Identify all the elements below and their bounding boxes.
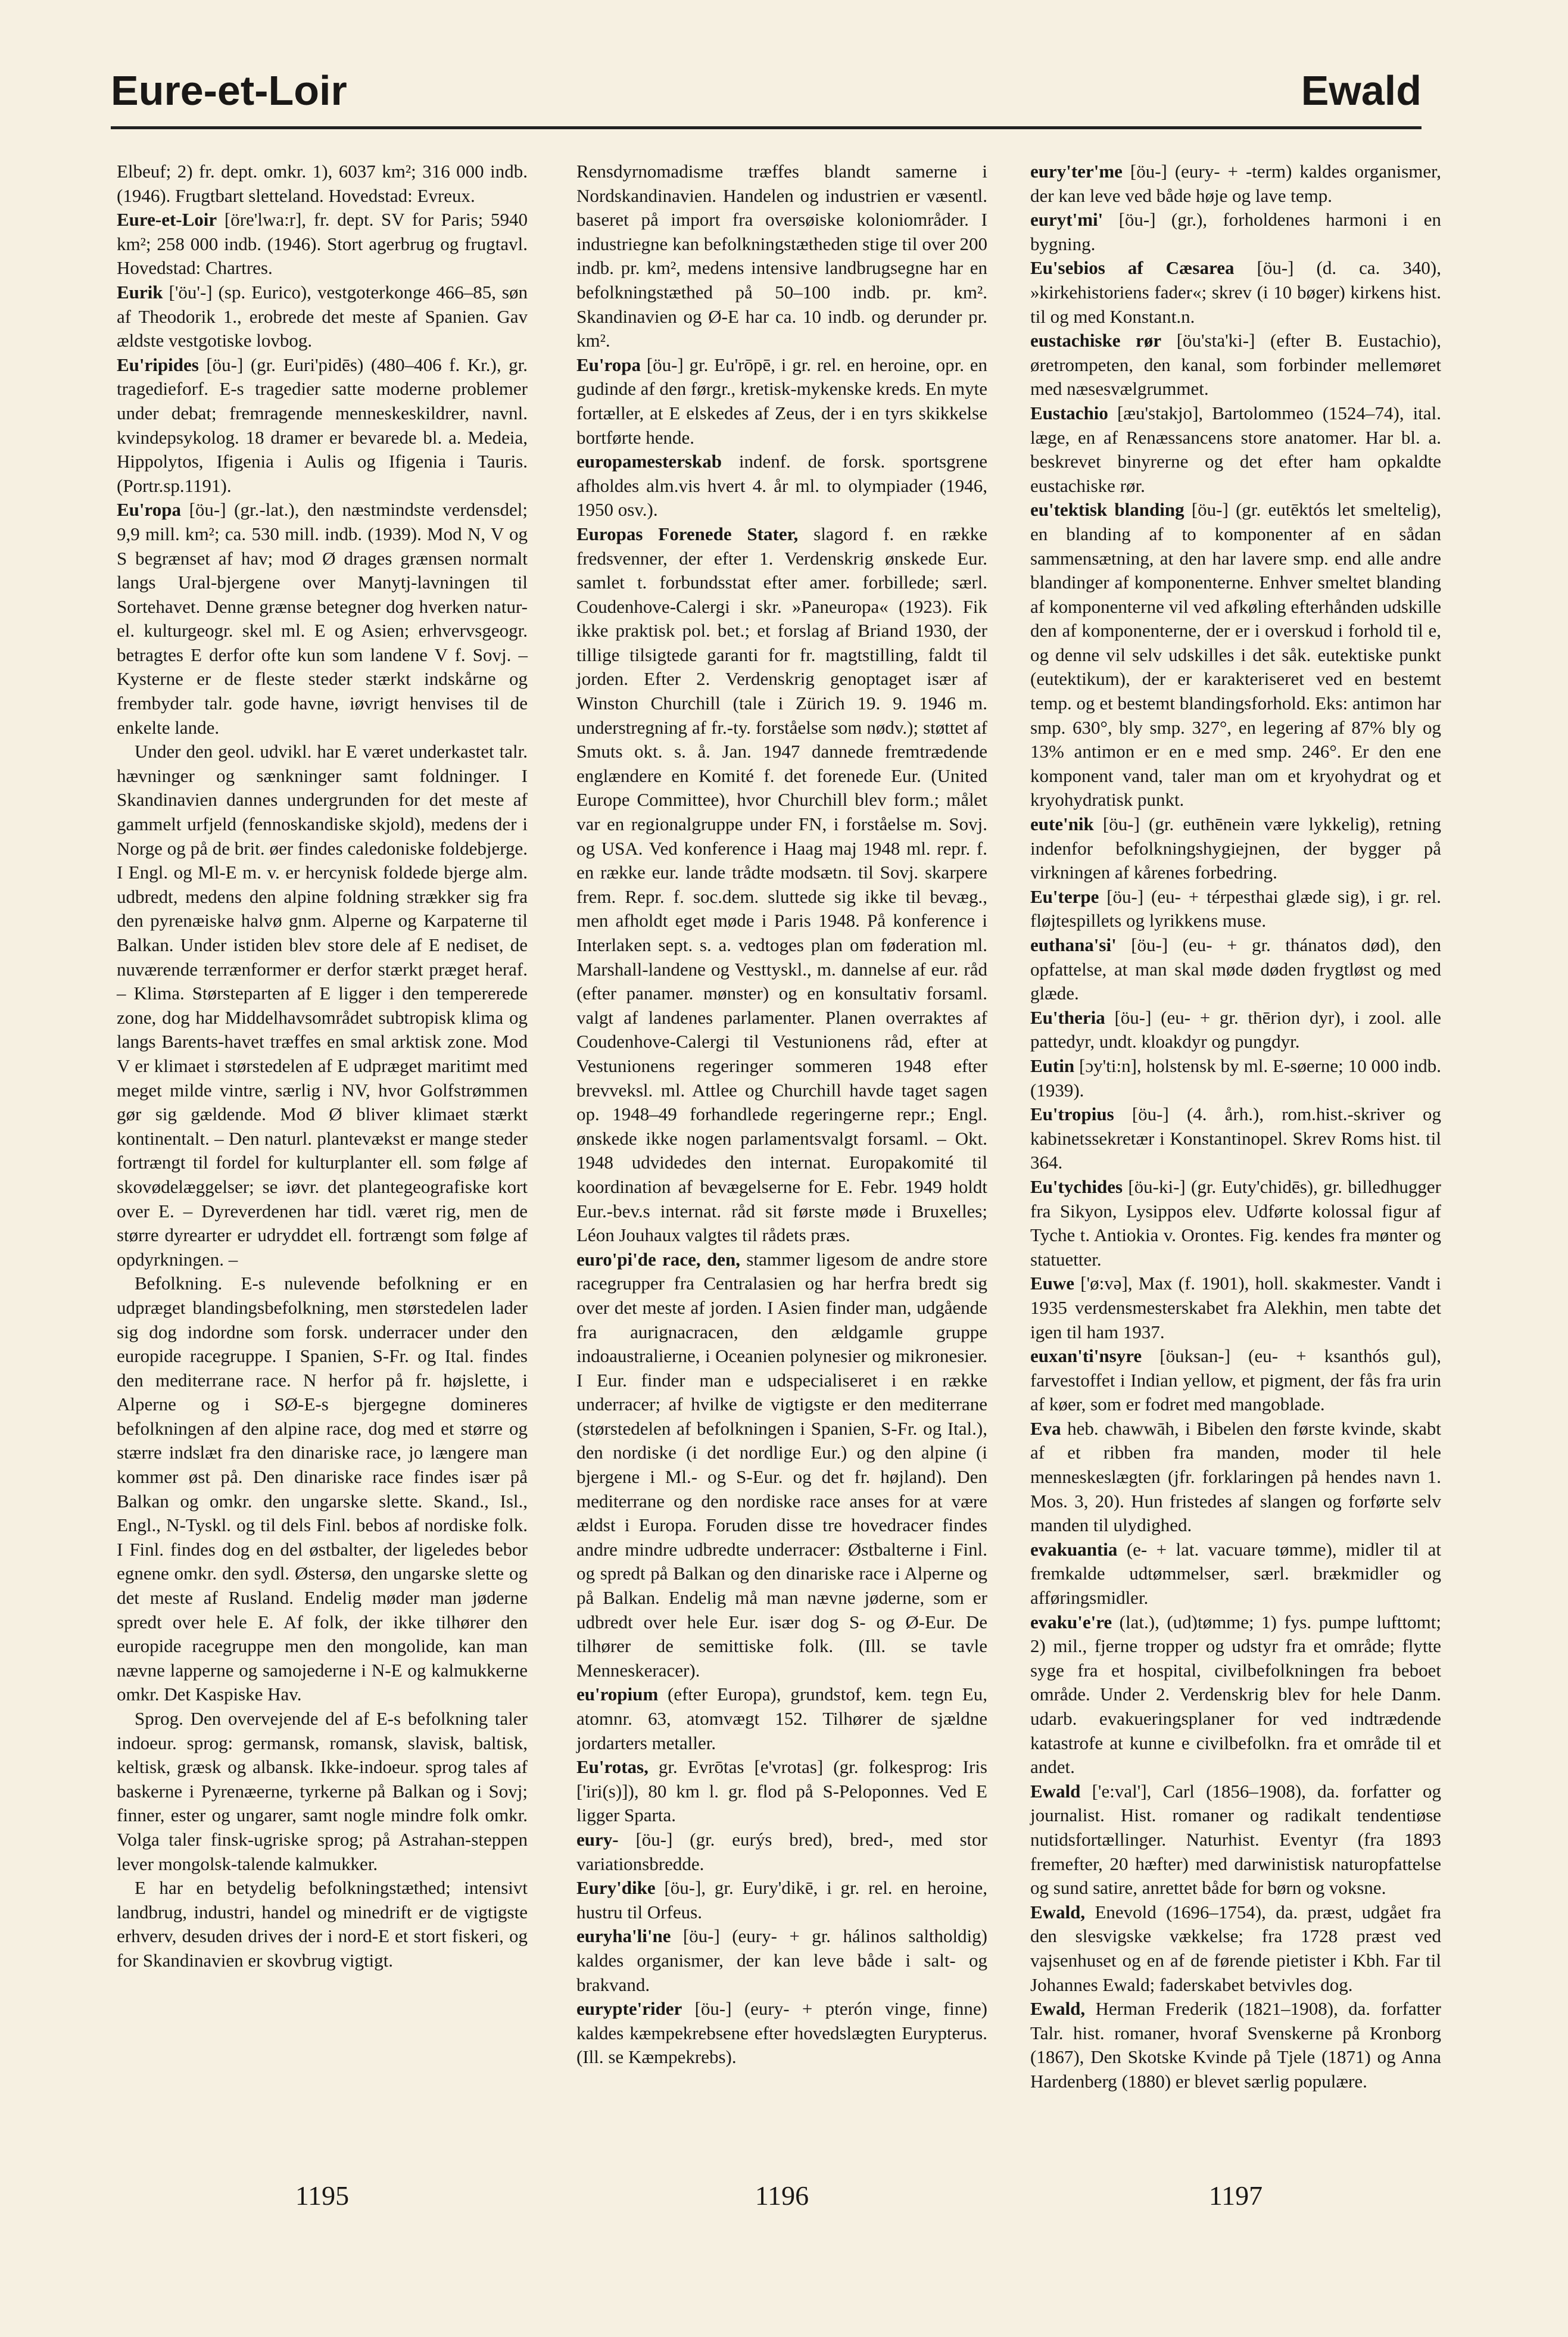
- entry-text: [öu-] (eury- + -term) kaldes organismer, der kan leve ved både høje og lave temp.: [1030, 161, 1441, 206]
- entry-headword: Europas Forenede Stater,: [576, 523, 799, 544]
- page-number-left: 1195: [295, 2180, 350, 2211]
- dictionary-entry: [117, 353, 528, 498]
- dictionary-entry: [1030, 208, 1441, 256]
- entry-headword: Eu'tropius: [1030, 1104, 1114, 1125]
- dictionary-entry: [576, 1248, 987, 1683]
- entry-headword: evaku'e're: [1030, 1611, 1112, 1632]
- entry-headword: euxan'ti'nsyre: [1030, 1345, 1142, 1367]
- entry-headword: euryha'li'ne: [576, 1925, 671, 1947]
- dictionary-entry: [1030, 498, 1441, 812]
- dictionary-entry: [1030, 160, 1441, 208]
- entry-text: [öu-] (gr. Euri'pidēs) (480–406 f. Kr.), gr. tragedieforf. E-s tragedier satte moderne problemer under debat; fremragende menneskeskildrer, navnl. kvindepsykolog. 18 dramer er bevarede bl. a. Medeia, Hippolytos, Ifigenia i Aulis og Ifigenia i Tauris. (Portr.sp.1191).: [117, 354, 528, 496]
- entry-text: [öu-] (eury- + pterón vinge, finne) kaldes kæmpekrebsene efter hovedslægten Eurypterus. (Ill. se Kæmpekrebs).: [576, 1998, 987, 2068]
- entry-text: [öu-] gr. Eu'rōpē, i gr. rel. en heroine, opr. en gudinde af den førgr., kretisk-mykenske kreds. En myte fortæller, at E elskedes af Zeus, der i en tyrs skikkelse bortførte hende.: [576, 354, 987, 448]
- dictionary-entry: [576, 1876, 987, 1924]
- dictionary-entry: [576, 522, 987, 1248]
- dictionary-entry: [1030, 1997, 1441, 2093]
- entry-headword: Eury'dike: [576, 1877, 656, 1899]
- entry-text: [öu-] (gr.), forholdenes harmoni i en bygning.: [1030, 209, 1441, 254]
- dictionary-entry: [576, 353, 987, 450]
- entry-text: (e- + lat. vacuare tømme), midler til at fremkalde udtømmelser, særl. brækmidler og afføringsmidler.: [1030, 1538, 1441, 1609]
- entry-text: stammer ligesom de andre store racegrupper fra Centralasien og har herfra bredt sig over det meste af jorden. I Asien finder man, udgående fra aurignacracen, den ældgamle gruppe indoaustralierne, i Oceanien polynesier og mikronesier. I Eur. finder man e udspecialiseret i en række underracer; af hvilke de vigtigste er den mediterrane (størstedelen af befolkningen i Spanien, S-Fr. og Ital.), den nordiske (i det nordlige Eur.) og den alpine (i bjergene i Ml.- og S-Eur. og det fr. højland). Den mediterrane og den nordiske race anses for at være ældst i Europa. Foruden disse tre hovedracer findes andre mindre udbredte underracer: Østbalterne i Finl. og spredt på Balkan og den dinariske race i Alperne og på Balkan. Endelig må man nævne jøderne, som er udbredt over hele Eur. især dog S- og Ø-Eur. De tilhører de semittiske folk. (Ill. se tavle Menneskeracer).: [576, 1248, 987, 1681]
- dictionary-entry: [117, 1272, 528, 1707]
- entry-text: gr. Evrōtas [e'vrotas] (gr. folkesprog: Iris ['iri(s)]), 80 km l. gr. flod på S-Peloponnes. Ved E ligger Sparta.: [576, 1756, 987, 1826]
- entry-headword: Euwe: [1030, 1273, 1075, 1294]
- dictionary-entry: [117, 1707, 528, 1876]
- dictionary-entry: [117, 208, 528, 281]
- dictionary-entry: [576, 1997, 987, 2070]
- entry-headword: eu'ropium: [576, 1684, 659, 1705]
- entry-text: [öu'sta'ki-] (efter B. Eustachio), øretrompeten, den kanal, som forbinder mellemøret med næsesvælgrummet.: [1030, 330, 1441, 400]
- entry-text: Elbeuf; 2) fr. dept. omkr. 1), 6037 km²; 316 000 indb. (1946). Frugtbart sletteland. Hovedstad: Evreux.: [117, 161, 528, 206]
- entry-headword: Eu'ropa: [117, 499, 181, 521]
- entry-text: (lat.), (ud)tømme; 1) fys. pumpe lufttomt; 2) mil., fjerne tropper og udstyr fra et område; flytte syge fra et hospital, civilbefolkningen fra beboet område. Under 2. Verdenskrig blev for hele Danm. udarb. evakueringsplaner for ved indtrædende katastrofe at kunne e civilbefolkn. fra et område til et andet.: [1030, 1611, 1441, 1778]
- entry-text: [öu-] (eu- + gr. thánatos død), den opfattelse, at man skal møde døden frygtløst og med glæde.: [1030, 934, 1441, 1004]
- column-3: [1030, 160, 1441, 2094]
- entry-text: Befolkning. E-s nulevende befolkning er en udpræget blandingsbefolkning, men størstedelen lader sig dog indordne som forsk. underracer under den europide racegruppe. I Spanien, S-Fr. og Ital. findes den mediterrane race. N herfor på fr. højslette, i Alperne og i SØ-E-s bjergegne domineres befolkningen af den alpine race, dog med et større og stærre indslæt fra den dinariske race, jo længere man kommer øst på. Den dinariske race findes især på Balkan og omkr. den ungarske slette. Skand., Isl., Engl., N-Tyskl. og til dels Finl. bebos af nordiske folk. I Finl. findes dog en del østbalter, der ligeledes bebor egnene omkr. den sydl. Østersø, den ungarske slette og det meste af Rusland. Endelig møder man jøderne spredt over hele E. Af folk, der ikke tilhører den europide racegruppe men den mongolide, kan man nævne lapperne og samojederne i N-E og kalmukkerne omkr. Det Kaspiske Hav.: [117, 1273, 528, 1705]
- page-number-right: 1197: [1208, 2180, 1263, 2211]
- entry-headword: Eu'ripides: [117, 354, 199, 375]
- running-head-left: Eure-et-Loir: [111, 67, 347, 114]
- entry-headword: Ewald,: [1030, 1998, 1086, 2020]
- dictionary-entry: [1030, 933, 1441, 1006]
- dictionary-entry: [1030, 812, 1441, 885]
- dictionary-entry: [1030, 1610, 1441, 1780]
- entry-headword: Eurik: [117, 281, 163, 303]
- dictionary-entry: [117, 740, 528, 1272]
- entry-text: Under den geol. udvikl. har E været underkastet talr. hævninger og sænkninger samt foldninger. I Skandinavien dannes undergrunden for det meste af gammelt urfjeld (fennoskandiske skjold), medens der i Norge og på de brit. øer findes caledoniske foldebjerge. I Engl. og Ml-E m. v. er hercynisk foldede bjerge alm. udbredt, medens den alpine foldning strækker sig fra den pyrenæiske halvø gnm. Alperne og Karpaterne til Balkan. Under istiden blev store dele af E nediset, de nuværende terrænformer er derfor stærkt præget heraf. – Klima. Størsteparten af E ligger i den tempererede zone, dog har Middelhavsområdet subtropisk klima og langs Barents-havet træffes en smal arktisk zone. Mod V er klimaet i størstedelen af E udpræget maritimt med meget milde vintre, særlig i NV, hvor Golfstrømmen gør sig gældende. Mod Ø bliver klimaet stærkt kontinentalt. – Den naturl. plantevækst er mange steder fortrængt til fordel for kulturplanter ell. som følge af skovødelæggelser; se iøvr. det plantegeografiske kort over E. – Dyreverdenen har tidl. været rig, men de større dyrearter er udryddet ell. fortrængt som følge af opdyrkningen. –: [117, 741, 528, 1270]
- page-number-middle: 1196: [755, 2180, 809, 2211]
- entry-text: Sprog. Den overvejende del af E-s befolkning taler indoeur. sprog: germansk, romansk, slavisk, baltisk, keltisk, græsk og albansk. Ikke-indoeur. sprog tales af baskerne i Pyrenæerne, tyrkerne på Balkan og i Sovj; finner, ester og ungarer, samt nogle mindre folk omkr. Volga taler finsk-ugriske sprog; på Astrahan-steppen lever mongolsk-talende kalmukker.: [117, 1708, 528, 1874]
- entry-text: ['öu'-] (sp. Eurico), vestgoterkonge 466–85, søn af Theodorik 1., erobrede det meste af Spanien. Gav ældste vestgotiske lovbog.: [117, 281, 528, 351]
- entry-headword: eury'ter'me: [1030, 161, 1123, 182]
- entry-text: [ɔy'ti:n], holstensk by ml. E-søerne; 10 000 indb. (1939).: [1030, 1055, 1441, 1101]
- entry-text: [öu-] (gr. eutēktós let smeltelig), en blanding af to komponenter af en sådan sammensætning, at den har lavere smp. end alle andre blandinger af komponenterne. Enhver smeltet blanding af komponenterne vil ved afkøling efterhånden udskille den af komponenterne, der er i overskud i forhold til e, og denne vil selv udskilles i det såk. eutektiske punkt (eutektikum), der er karakteriseret ved en bestemt temp. og et bestemt blandingsforhold. Eks: antimon har smp. 630°, bly smp. 327°, en legering af 87% bly og 13% antimon er en e med smp. 246°. Er den ene komponent vand, taler man om et kryohydrat og et kryohydratisk punkt.: [1030, 499, 1441, 811]
- dictionary-entry: [1030, 1006, 1441, 1054]
- entry-headword: eustachiske rør: [1030, 330, 1162, 351]
- entry-headword: Eu'tychides: [1030, 1176, 1123, 1197]
- entry-text: [öu-] (d. ca. 340), »kirkehistoriens fader«; skrev (i 10 bøger) kirkens hist. til og med Konstant.n.: [1030, 257, 1441, 327]
- entry-headword: Eutin: [1030, 1055, 1075, 1076]
- entry-text: [öu-] (gr.-lat.), den næstmindste verdensdel; 9,9 mill. km²; ca. 530 mill. indb. (1939). Mod N, V og S begrænset af hav; mod Ø drages grænsen normalt langs Ural-bjergene over Manytj-lavningen til Sortehavet. Denne grænse betegner dog hverken natur- el. kulturgeogr. skel ml. E og Asien; erhvervsgeogr. betragtes E derfor ofte kun som landene V f. Sovj. – Kysterne er de fleste steder stærkt indskårne og frembyder talr. gode havne, iøvrigt henvises til de enkelte lande.: [117, 499, 528, 738]
- entry-text: [öre'lwa:r], fr. dept. SV for Paris; 5940 km²; 258 000 indb. (1946). Stort agerbrug og frugtavl. Hovedstad: Chartres.: [117, 209, 528, 279]
- running-head-right: Ewald: [1301, 67, 1422, 114]
- entry-text: [öu-ki-] (gr. Euty'chidēs), gr. billedhugger fra Sikyon, Lysippos elev. Udførte kolossal figur af Tyche t. Antiokia v. Orontes. Fig. kendes fra mønter og statuetter.: [1030, 1176, 1441, 1270]
- entry-text: [öuksan-] (eu- + ksanthós gul), farvestoffet i Indian yellow, et pigment, der fås fra urin af køer, som er fodret med mangoblade.: [1030, 1345, 1441, 1415]
- entry-headword: euryt'mi': [1030, 209, 1103, 230]
- dictionary-entry: [1030, 1900, 1441, 1997]
- entry-text: indenf. de forsk. sportsgrene afholdes alm.vis hvert 4. år ml. to olympiader (1946, 1950 osv.).: [576, 451, 987, 521]
- dictionary-entry: [117, 1876, 528, 1973]
- entry-headword: euthana'si': [1030, 934, 1117, 955]
- entry-text: ['e:val'], Carl (1856–1908), da. forfatter og journalist. Hist. romaner og radikalt tendentiøse nutidsfortællinger. Naturhist. Eventyr (fra 1893 fremefter, 20 hæfter) med darwinistisk naturopfattelse og sund satire, anrettet både for børn og voksne.: [1030, 1780, 1441, 1899]
- entry-headword: Ewald,: [1030, 1901, 1086, 1922]
- entry-headword: eurypte'rider: [576, 1998, 682, 2020]
- dictionary-entry: [1030, 1780, 1441, 1900]
- dictionary-entry: [576, 1828, 987, 1876]
- entry-text: Rensdyrnomadisme træffes blandt samerne i Nordskandinavien. Handelen og industrien er væsentl. baseret på import fra oversøiske koloniområder. I industriegne kan befolkningstætheden stige til over 200 indb. pr. km², medens intensive landbrugsegne har en befolkningstæthed på 50–100 indb. pr. km². Skandinavien og Ø-E har ca. 10 indb. og derunder pr. km².: [576, 161, 987, 351]
- dictionary-entry: [1030, 329, 1441, 401]
- entry-text: slagord f. en række fredsvenner, der efter 1. Verdenskrig ønskede Eur. samlet t. forbundsstat efter amer. forbillede; særl. Coudenhove-Calergi i skr. »Paneuropa« (1923). Fik ikke praktisk pol. bet.; et forslag af Briand 1930, der tillige tilsigtede garanti for fr. magtstilling, faldt til jorden. Efter 2. Verdenskrig genoptaget især af Winston Churchill (tale i Zürich 19. 9. 1946 m. understregning af fr.-ty. forståelse som nødv.); støttet af Smuts okt. s. å. Jan. 1947 dannede fremtrædende englændere en Komité f. det forenede Eur. (United Europe Committee), hvor Churchill blev form.; målet var en regionalgruppe under FN, i forståelse m. Sovj. og USA. Ved konference i Haag maj 1948 ml. repr. f. en række eur. lande trådte modsætn. til Sovj. skarpere frem. Repr. f. soc.dem. sluttede sig ikke til bevæg., men afholdt eget møde i Paris 1948. På konference i Interlaken sept. s. a. vedtoges plan om føderation ml. Marshall-landene og Vesttyskl., m. dannelse af eur. råd (efter panamer. mønster) og en konsultativ forsaml. valgt af landenes parlamenter. Planen overraktes af Coudenhove-Calergi til Vestunionens råd, efter at Vestunionens regeringer sommeren 1948 efter brevveksl. ml. Attlee og Churchill havde taget sagen op. 1948–49 forhandlede regeringerne repr.; Engl. ønskede ikke nogen parlamentsvalgt forsaml. – Okt. 1948 udvidedes den internat. Europakomité til koordination af bevægelserne for E. Febr. 1949 holdt Eur.-bev.s internat. råd sit første møde i Bruxelles; Léon Jouhaux valgtes til rådets præs.: [576, 523, 987, 1246]
- dictionary-entry: [1030, 401, 1441, 498]
- dictionary-entry: [1030, 1417, 1441, 1538]
- dictionary-entry: [1030, 256, 1441, 329]
- dictionary-entry: [576, 160, 987, 353]
- entry-text: [öu-] (gr. eurýs bred), bred-, med stor variationsbredde.: [576, 1828, 987, 1874]
- entry-text: [öu-] (eu- + térpesthai glæde sig), i gr. rel. fløjtespillets og lyrikkens muse.: [1030, 886, 1441, 931]
- dictionary-entry: [576, 1924, 987, 1997]
- column-1: [117, 160, 528, 1973]
- dictionary-entry: [1030, 1272, 1441, 1344]
- entry-text: Herman Frederik (1821–1908), da. forfatter Talr. hist. romaner, hvoraf Svenskerne på Kronborg (1867), Den Skotske Kvinde på Tjele (1871) og Anna Hardenberg (1880) er blevet særlig populære.: [1030, 1998, 1441, 2092]
- dictionary-entry: [576, 450, 987, 522]
- entry-text: ['ø:və], Max (f. 1901), holl. skakmester. Vandt i 1935 verdensmesterskabet fra Alekhin, men tabte det igen til ham 1937.: [1030, 1273, 1441, 1342]
- entry-headword: Eu'theria: [1030, 1007, 1105, 1028]
- entry-text: [æu'stakjo], Bartolommeo (1524–74), ital. læge, en af Renæssancens store anatomer. Har bl. a. beskrevet binyrerne og det efter ham opkaldte eustachiske rør.: [1030, 402, 1441, 496]
- entry-headword: Eu'terpe: [1030, 886, 1099, 907]
- entry-headword: eute'nik: [1030, 814, 1094, 835]
- entry-text: [öu-] (eu- + gr. thērion dyr), i zool. alle pattedyr, undt. kloakdyr og pungdyr.: [1030, 1007, 1441, 1052]
- entry-text: (efter Europa), grundstof, kem. tegn Eu, atomnr. 63, atomvægt 152. Tilhører de sjældne jordarters metaller.: [576, 1684, 987, 1753]
- entry-headword: eu'tektisk blanding: [1030, 499, 1184, 521]
- entry-text: E har en betydelig befolkningstæthed; intensivt landbrug, industri, handel og minedrift er de vigtigste erhverv, desuden drives der i nord-E et stort fiskeri, og for Skandinavien er skovbrug vigtigt.: [117, 1877, 528, 1971]
- dictionary-entry: [1030, 1175, 1441, 1272]
- dictionary-entry: [1030, 1054, 1441, 1102]
- entry-headword: euro'pi'de race, den,: [576, 1248, 740, 1270]
- entry-headword: Eu'sebios af Cæsarea: [1030, 257, 1235, 279]
- dictionary-entry: [117, 281, 528, 353]
- dictionary-entry: [576, 1682, 987, 1755]
- entry-headword: Ewald: [1030, 1780, 1081, 1802]
- entry-text: Enevold (1696–1754), da. præst, udgået fra den slesvigske vækkelse; fra 1728 præst ved vajsenhuset og en af de førende pietister i Kbh. Far til Johannes Ewald; faderskabet betvivles dog.: [1030, 1901, 1441, 1995]
- entry-headword: evakuantia: [1030, 1538, 1118, 1560]
- entry-text: heb. chawwāh, i Bibelen den første kvinde, skabt af et ribben fra manden, moder til hele menneskeslægten (jfr. forklaringen på hendes navn 1. Mos. 3, 20). Hun fristedes af slangen og forførte selv manden til ulydighed.: [1030, 1417, 1441, 1536]
- entry-headword: Eva: [1030, 1417, 1061, 1439]
- entry-headword: Eustachio: [1030, 402, 1108, 423]
- entry-headword: europamesterskab: [576, 451, 722, 472]
- dictionary-entry: [1030, 1344, 1441, 1417]
- header-rule: [111, 126, 1422, 129]
- column-2: [576, 160, 987, 2070]
- entry-headword: Eure-et-Loir: [117, 209, 217, 230]
- dictionary-entry: [117, 160, 528, 208]
- entry-text: [öu-] (4. årh.), rom.hist.-skriver og kabinetssekretær i Konstantinopel. Skrev Roms hist. til 364.: [1030, 1104, 1441, 1173]
- entry-headword: Eu'rotas,: [576, 1756, 649, 1778]
- dictionary-entry: [1030, 1538, 1441, 1610]
- dictionary-entry: [576, 1755, 987, 1828]
- dictionary-entry: [1030, 885, 1441, 933]
- entry-text: [öu-] (gr. euthēnein være lykkelig), retning indenfor befolkningshygiejnen, der bygger på virkningen af kårenes forbedring.: [1030, 814, 1441, 883]
- entry-headword: Eu'ropa: [576, 354, 641, 375]
- entry-text: [öu-], gr. Eury'dikē, i gr. rel. en heroine, hustru til Orfeus.: [576, 1877, 987, 1922]
- entry-text: [öu-] (eury- + gr. hálinos saltholdig) kaldes organismer, der kan leve både i salt- og brakvand.: [576, 1925, 987, 1995]
- dictionary-entry: [1030, 1102, 1441, 1175]
- dictionary-entry: [117, 498, 528, 740]
- entry-headword: eury-: [576, 1828, 619, 1850]
